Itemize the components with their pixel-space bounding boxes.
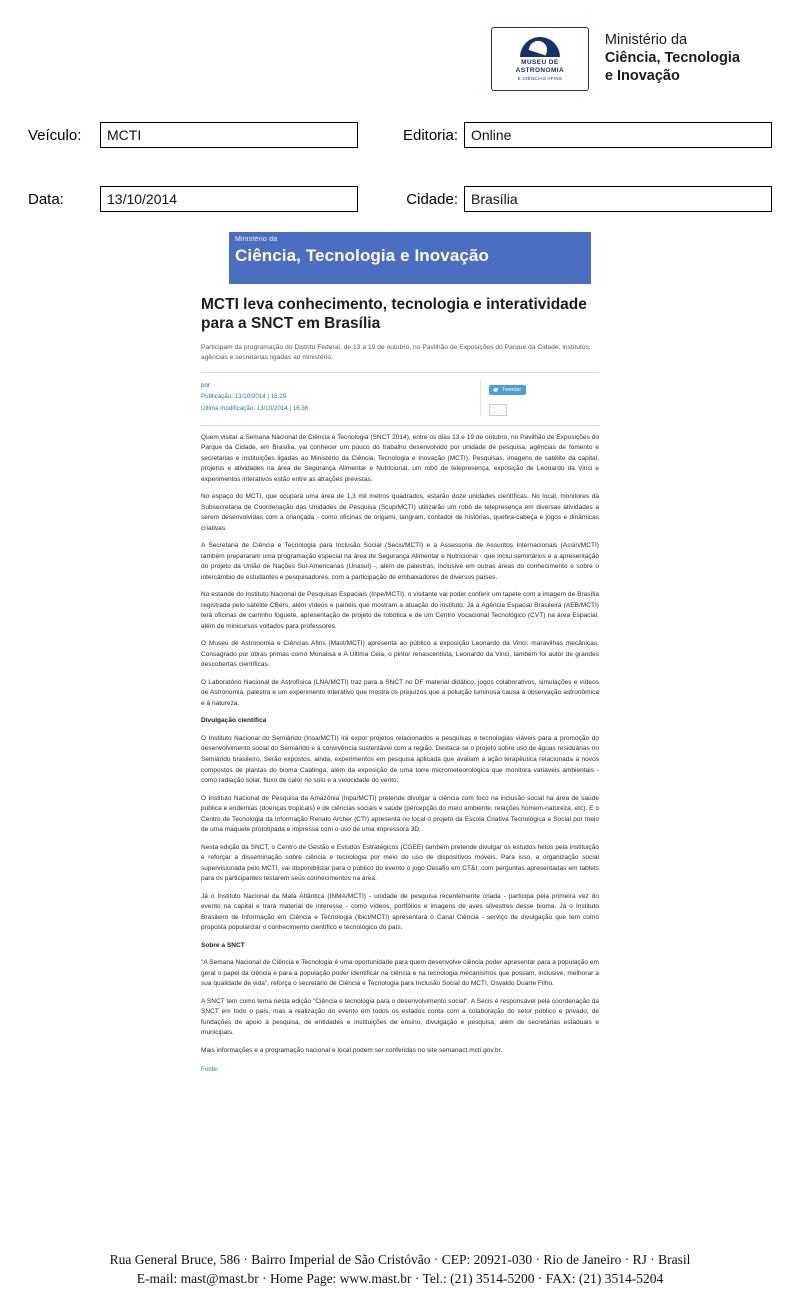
ministry-line3: e Inovação bbox=[604, 67, 680, 84]
editoria-field[interactable]: Online bbox=[464, 122, 772, 148]
article-paragraph: A SNCT tem como tema nesta edição "Ciência e tecnologia para o desenvolvimento social". A Secis é responsável pela coordenação da SNCT em todo o país, mas a realização do evento em todos os estados conta com a colaboração do setor público e privado, de fundações de apoio à pesquisa, de entidades e instituições de ensino, divulgação e pesquisa, além de secretarias estaduais e municipais. bbox=[201, 997, 599, 1037]
mast-logo bbox=[491, 27, 589, 91]
observatory-dome-icon bbox=[520, 37, 560, 57]
article-modified: Última modificação: 13/10/2014 | 16.36 bbox=[201, 405, 309, 413]
article-subheading-sobre: Sobre a SNCT bbox=[201, 941, 245, 949]
article-paragraph: No estande do Instituto Nacional de Pesquisas Espaciais (Inpe/MCTI), o visitante vai poder conferir um tapete com a imagem de Brasília registrada pelo satélite CBers, além vídeos e painéis que mostram a atuação do instituto. Já a Agência Espacial Brasileira (AEB/MCTI) terá oficinas de carrinho foguete, apresentação de projeto de robótica e de um Centro Vocacional Tecnológico (CVT) na área Espacial, além de minicursos voltados para professores. bbox=[201, 591, 599, 630]
facebook-like-button[interactable] bbox=[489, 404, 507, 416]
article-paragraph: O Instituto Nacional de Pesquisa da Amazônia (Inpa/MCTI) pretende divulgar a ciência com foco na inclusão social na área de saúde pública e endemias (doenças tropicais) e de ciências sociais e saúde (percepção do meio ambiente, relações homem-natureza, etc). E o Centro de Tecnologia da Informação Renato Archer (CTI) apresenta no local o projeto da Escola Criativa Tecnológica e Social por meio de uma maquete prototipada e impressa com o uso de uma impressora 3D. bbox=[201, 794, 599, 834]
banner-small-text: Ministério da bbox=[235, 236, 278, 243]
article-byline: por bbox=[201, 381, 210, 389]
clipping-body bbox=[185, 284, 615, 1081]
divider-2 bbox=[201, 425, 599, 426]
logo-museum-line1: MUSEU DE bbox=[521, 58, 559, 66]
article-paragraph: Quem visitar a Semana Nacional de Ciência e Tecnologia (SNCT 2014), entre os dias 13 e 19 de outubro, no Pavilhão de Exposições do Parque da Cidade, em Brasília, vai conhecer um pouco do trabalho desenvolvido por unidade de pesquisa, agências de fomento e secretarias e instituições ligadas ao Ministério da Ciência, Tecnologia e Inovação (MCTI). Pesquisas, imagens de satélite da capital, projetos e atividades na área de Segurança Alimentar e Nutricional, um robô de telepresença, exposição de Leonardo da Vinci e experimentos interativos estão entre as atrações previstas. bbox=[201, 433, 599, 483]
banner-big-text: Ciência, Tecnologia e Inovação bbox=[235, 246, 489, 265]
document-header bbox=[22, 22, 778, 96]
logo-museum-line2: ASTRONOMIA bbox=[515, 67, 565, 74]
ministry-line1: Ministério da bbox=[604, 32, 688, 49]
share-panel bbox=[480, 380, 599, 416]
meta-row-data-cidade bbox=[22, 186, 778, 212]
clipping-banner bbox=[229, 232, 591, 284]
article-meta-row bbox=[201, 380, 599, 416]
footer-contact: E-mail: mast@mast.br · Home Page: www.mast.br · Tel.: (21) 3514-5200 · FAX: (21) 3514-5204 bbox=[136, 1271, 664, 1287]
article-published: Publicação: 13/10/2014 | 16.29 bbox=[201, 393, 287, 401]
article-subheading-divulgacao: Divulgação científica bbox=[201, 717, 267, 725]
article-paragraph: No espaço do MCTI, que ocupará uma área de 1,3 mil metros quadrados, estarão doze unidades científicas. No local, monitores da Subsecretaria de Coordenação das Unidades de Pesquisa (Scup/MCTI) utilizarão um robô de telepresença em diversas atividades a serem desenvolvidas com a criançada - como oficinas de origami, tangram, contador de histórias, quebra-cabeça e jogos e dinâmicas criativas. bbox=[201, 493, 599, 532]
footer-address: Rua General Bruce, 586 · Bairro Imperial de São Cristóvão · CEP: 20921-030 · Rio de Janeiro · RJ · Brasil bbox=[109, 1251, 691, 1267]
data-label: Data: bbox=[28, 190, 64, 208]
article-standfirst: Participam da programação do Distrito Federal, de 13 a 19 de outubro, no Pavilhão de Exposições do Parque da Cidade, institutos, agências e secretarias ligadas ao ministério. bbox=[201, 343, 591, 361]
cidade-field[interactable]: Brasília bbox=[464, 186, 772, 212]
document-footer bbox=[0, 1250, 800, 1289]
article-source-label: Fonte: bbox=[201, 1066, 219, 1074]
editoria-label: Editoria: bbox=[402, 126, 458, 144]
article-paragraph: Mais informações e a programação nacional e local podem ser conferidas no site semanact.mcti.gov.br. bbox=[201, 1046, 503, 1054]
ministry-wordmark bbox=[605, 32, 740, 85]
ministry-line2: Ciência, Tecnologia bbox=[604, 50, 740, 67]
cidade-label: Cidade: bbox=[406, 190, 458, 208]
divider bbox=[201, 372, 599, 373]
article-clipping bbox=[185, 232, 615, 1081]
article-body bbox=[201, 433, 599, 1074]
article-paragraph: Já o Instituto Nacional da Mata Atlântica (INMA/MCTI) - unidade de pesquisa recentemente criada - participa pela primeira vez do evento na capital e trará material de interesse - como vídeos, portfólios e imagens de aves silvestres desse bioma. Já o Instituto Brasileiro de Informação em Ciência e Tecnologia (Ibict/MCTI) apresentará o Canal Ciência - serviço de divulgação que tem como proposta popularizar o conhecimento científico e tecnológico do país. bbox=[201, 892, 599, 932]
article-paragraph: O Laboratório Nacional de Astrofísica (LNA/MCTI) traz para a SNCT no DF material didático, jogos colaborativos, simulações e vídeos de Astronomia, palestra e um experimento interativo que mostra os prejuízos que a poluição luminosa causa à observação astronômica e à natureza. bbox=[201, 678, 599, 707]
meta-row-veiculo-editoria bbox=[22, 122, 778, 148]
veiculo-label: Veículo: bbox=[28, 126, 82, 144]
logo-museum-line3: E CIÊNCIAS AFINS bbox=[517, 76, 563, 82]
tweet-button-label: Tweetar bbox=[502, 386, 522, 393]
tweet-button[interactable] bbox=[489, 385, 526, 395]
article-title: MCTI leva conhecimento, tecnologia e interatividade para a SNCT em Brasília bbox=[201, 296, 587, 332]
article-paragraph: Nesta edição da SNCT, o Centro de Gestão e Estudos Estratégicos (CGEE) também pretende divulgar os estudos feitos pela instituição e reforçar a disseminação sobre ciência e tecnologia por meio do uso de dispositivos móveis. Para isso, a organização social supervisionada pelo MCTI, vai disponibilizar para o público do evento o jogo Desafio em CT&I, com perguntas apresentadas em tablets para os participantes testarem seus conhecimentos na área. bbox=[201, 843, 599, 883]
article-paragraph: O Instituto Nacional do Semiárido (Insa/MCTI) irá expor projetos relacionados a pesquisas e tecnologias viáveis para a promoção do desenvolvimento social do Semiárido e à convivência sustentável com a região. Destaca-se o projeto sobre uso de águas residuárias no Semiárido brasileiro. Serão expostos, ainda, experimentos em pesquisa aplicada que avaliam a ação terapêutica relacionada a novos compostos de plantas do bioma Caatinga, além da exposição de uma torre micrometeorológica que monitora variáveis ambientais - como radiação solar, fluxo de calor no solo e a velocidade do vento. bbox=[201, 734, 599, 785]
article-paragraph: "A Semana Nacional de Ciência e Tecnologia é uma oportunidade para quem desenvolve ciência poder apresentar para a população em geral o papel da ciência e para a população poder identificar na ciência e na tecnologia mecanismos que possam, inclusive, melhorar a sua qualidade de vida", reforça o secretário de Ciência e Tecnologia para Inclusão Social do MCTI, Osvaldo Duarte Filho. bbox=[201, 959, 599, 988]
article-paragraph: O Museu de Astronomia e Ciências Afins (Mast/MCTI) apresenta ao público a exposição Leonardo da Vinci: maravilhas mecânicas. Consagrado por obras primas como Monalisa e A Última Ceia, o pintor renascentista, Leonardo da Vinci, também foi autor de grandes descobertas científicas. bbox=[201, 640, 599, 669]
data-field[interactable]: 13/10/2014 bbox=[100, 186, 358, 212]
article-paragraph: A Secretaria de Ciência e Tecnologia para Inclusão Social (Secis/MCTI) e a Assessoria de Assuntos Internacionais (Assin/MCTI) também prepararam uma programação especial na área de Segurança Alimentar e Nutricional - que inclui seminários e a apresentação do projeto da União de Nações Sul-Americanas (Unasul) -, além de palestras, inclusive em outras áreas do conhecimento e sobre o intercâmbio de estudantes e pesquisadores, com a participação de embaixadores de diversos países. bbox=[201, 542, 599, 581]
twitter-bird-icon bbox=[493, 387, 499, 393]
veiculo-field[interactable]: MCTI bbox=[100, 122, 358, 148]
article-meta bbox=[201, 380, 470, 416]
